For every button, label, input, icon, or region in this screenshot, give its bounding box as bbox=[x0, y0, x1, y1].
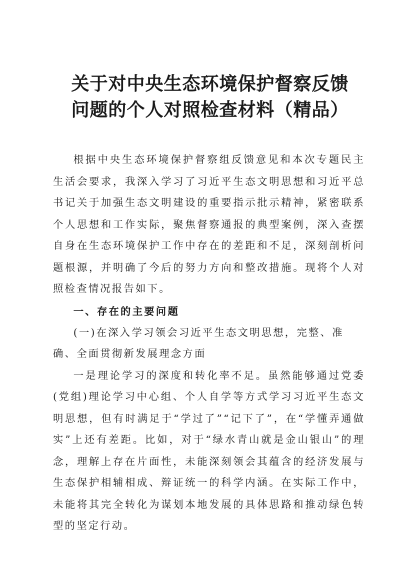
intro-paragraph: 根据中央生态环境保护督察组反馈意见和本次专题民主生活会要求，我深入学习了习近平生态文明思想和习近平总书记关于加强生态文明建设的重要指示批示精神，紧密联系个人思想和工作实际，聚焦督察通报的典型案例，深入查摆自身在生态环境保护工作中存在的差距和不足，深刻剖析问题根源，并明确了今后的努力方向和整改措施。现将个人对照检查情况报告如下。 bbox=[53, 155, 365, 295]
title-line-2: 问题的个人对照检查材料（精品） bbox=[71, 100, 349, 121]
document-title bbox=[40, 72, 380, 124]
body-paragraph: 一是理论学习的深度和转化率不足。虽然能够通过党委(党组)理论学习中心组、个人自学等方式学习习近平生态文明思想，但有时满足于“学过了”“记下了”，在“学懂弄通做实”上还有差距。比如，对于“绿水青山就是金山银山”的理念，理解上存在片面性，未能深刻领会其蕴含的经济发展与生态保护相辅相成、辩证统一的科学内涵。在实际工作中，未能将其完全转化为谋划本地发展的具体思路和推动绿色转型的坚定行动。 bbox=[53, 370, 365, 532]
subsection-heading: (一)在深入学习领会习近平生态文明思想，完整、准确、全面贯彻新发展理念方面 bbox=[53, 327, 344, 360]
title-line-1: 关于对中央生态环境保护督察反馈 bbox=[71, 74, 349, 95]
document-body bbox=[53, 150, 365, 538]
section-heading: 一、存在的主要问题 bbox=[73, 305, 180, 318]
